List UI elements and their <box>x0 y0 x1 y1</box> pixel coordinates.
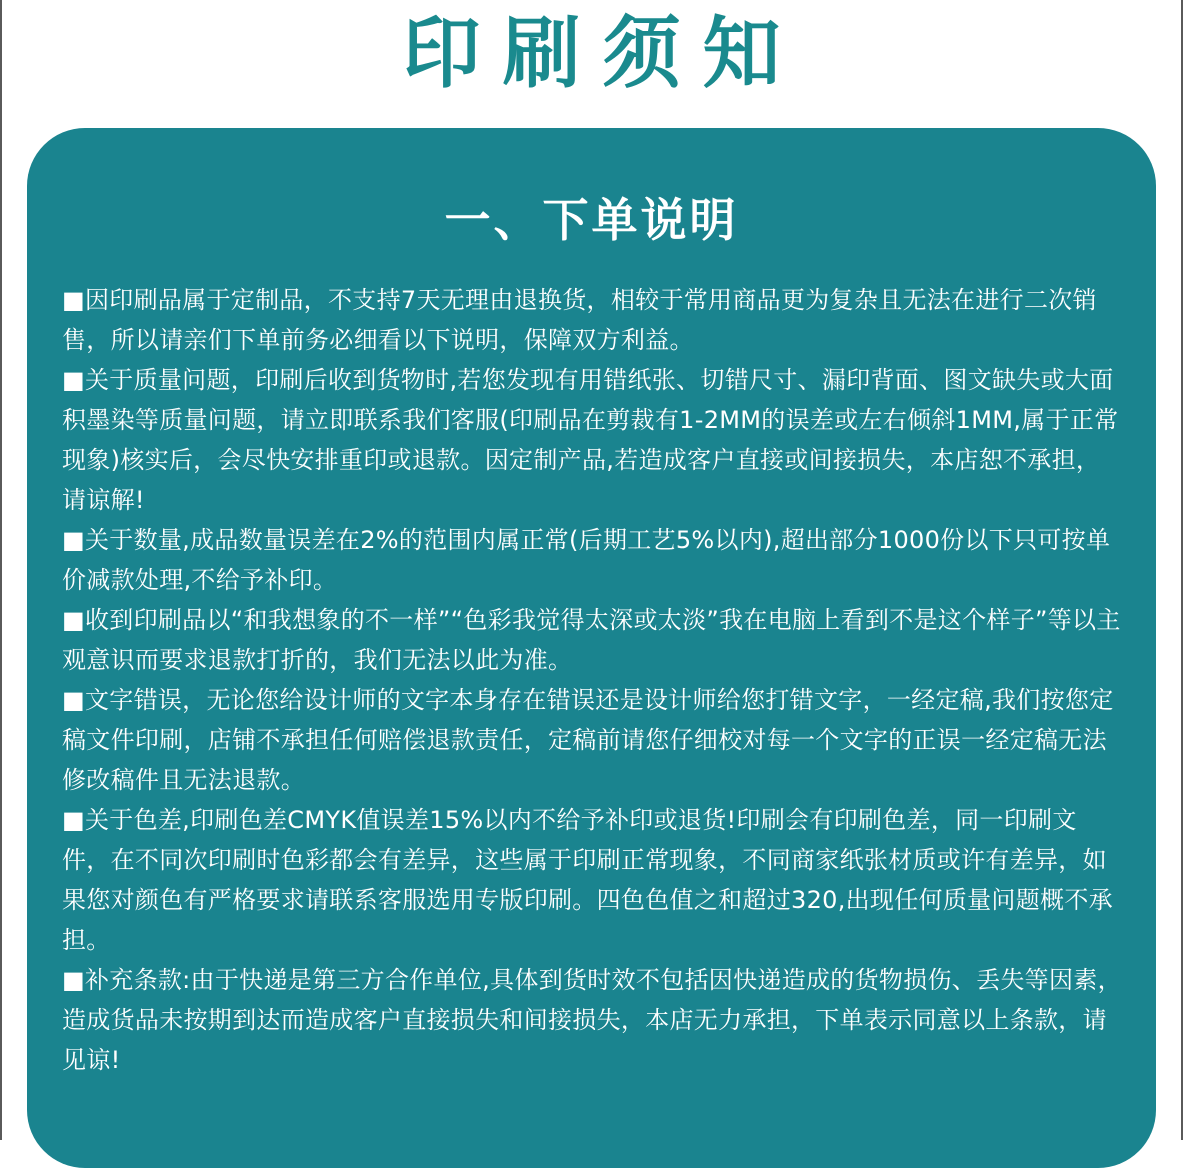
section-title: 一、下单说明 <box>444 193 739 247</box>
note-item-quality: ■关于质量问题，印刷后收到货物时,若您发现有用错纸张、切错尺寸、漏印背面、图文缺失或大面积墨染等质量问题，请立即联系我们客服(印刷品在剪裁有1-2MM的误差或左右倾斜1MM,属于正常现象)核实后，会尽快安排重印或退款。因定制产品,若造成客户直接或间接损失，本店恕不承担，请谅解! <box>62 366 1119 514</box>
left-border <box>0 0 2 1140</box>
page-title: 印刷须知 <box>402 9 803 99</box>
note-item-text-errors: ■文字错误，无论您给设计师的文字本身存在错误还是设计师给您打错文字，一经定稿,我们按您定稿文件印刷，店铺不承担任何赔偿退款责任，定稿前请您仔细校对每一个文字的正误一经定稿无法修改稿件且无法退款。 <box>62 686 1114 794</box>
note-item-subjective: ■收到印刷品以“和我想象的不一样”“色彩我觉得太深或太淡”我在电脑上看到不是这个样子”等以主观意识而要求退款打折的，我们无法以此为准。 <box>62 606 1121 674</box>
note-item-returns: ■因印刷品属于定制品，不支持7天无理由退换货，相较于常用商品更为复杂且无法在进行二次销售，所以请亲们下单前务必细看以下说明，保障双方利益。 <box>62 286 1097 354</box>
note-item-supplementary: ■补充条款:由于快递是第三方合作单位,具体到货时效不包括因快递造成的货物损伤、丢失等因素，造成货品未按期到达而造成客户直接损失和间接损失，本店无力承担，下单表示同意以上条款，请见谅! <box>62 966 1122 1074</box>
note-item-color-difference: ■关于色差,印刷色差CMYK值误差15%以内不给予补印或退货!印刷会有印刷色差，同一印刷文件，在不同次印刷时色彩都会有差异，这些属于印刷正常现象，不同商家纸张材质或许有差异，如果您对颜色有严格要求请联系客服选用专版印刷。四色色值之和超过320,出现任何质量问题概不承担。 <box>62 806 1113 954</box>
notes-list <box>62 280 1124 1080</box>
notice-panel <box>27 128 1156 1168</box>
note-item-quantity: ■关于数量,成品数量误差在2%的范围内属正常(后期工艺5%以内),超出部分1000份以下只可按单价减款处理,不给予补印。 <box>62 526 1111 594</box>
